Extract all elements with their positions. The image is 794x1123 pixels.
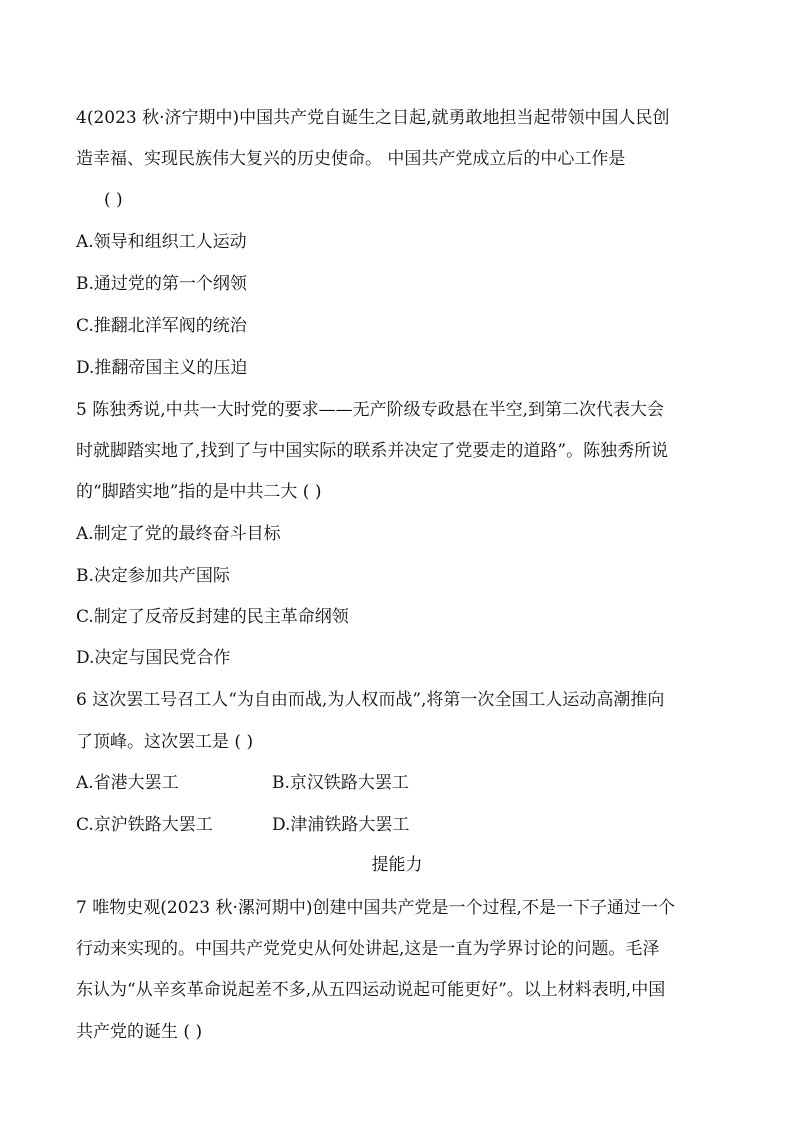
question-5-option-b[interactable]: B.决定参加共产国际 [76,566,230,586]
question-6-option-a[interactable]: A.省港大罢工 [76,773,179,793]
question-6-option-b[interactable]: B.京汉铁路大罢工 [272,773,409,793]
question-6-option-c[interactable]: C.京沪铁路大罢工 [76,815,213,835]
question-6-option-d[interactable]: D.津浦铁路大罢工 [272,815,410,835]
question-7-line-4: 共产党的诞生 ( ) [76,1022,203,1042]
question-4-option-a[interactable]: A.领导和组织工人运动 [76,232,247,252]
question-4-option-d[interactable]: D.推翻帝国主义的压迫 [76,358,248,378]
question-6-line-2: 了顶峰。这次罢工是 ( ) [76,732,254,752]
question-5-line-3: 的“脚踏实地”指的是中共二大 ( ) [76,482,322,502]
question-7-line-3: 东认为“从辛亥革命说起差不多,从五四运动说起可能更好”。以上材料表明,中国 [76,980,666,1000]
question-5-line-1: 5 陈独秀说,中共一大时党的要求——无产阶级专政悬在半空,到第二次代表大会 [76,400,665,420]
question-5-line-2: 时就脚踏实地了,找到了与中国实际的联系并决定了党要走的道路”。陈独秀所说 [76,441,669,461]
question-4-option-c[interactable]: C.推翻北洋军阀的统治 [76,316,247,336]
question-4-line-1: 4(2023 秋·济宁期中)中国共产党自诞生之日起,就勇敢地担当起带领中国人民创 [76,108,670,128]
question-4-answer-paren: ( ) [104,190,123,210]
question-5-option-d[interactable]: D.决定与国民党合作 [76,648,231,668]
question-4-line-2: 造幸福、实现民族伟大复兴的历史使命。 中国共产党成立后的中心工作是 [76,149,626,169]
question-7-line-1: 7 唯物史观(2023 秋·漯河期中)创建中国共产党是一个过程,不是一下子通过一个 [76,898,675,918]
question-7-line-2: 行动来实现的。中国共产党党史从何处讲起,这是一直为学界讨论的问题。毛泽 [76,939,660,959]
question-4-option-b[interactable]: B.通过党的第一个纲领 [76,274,247,294]
section-title: 提能力 [371,855,423,875]
question-6-line-1: 6 这次罢工号召工人“为自由而战,为人权而战”,将第一次全国工人运动高潮推向 [76,690,665,710]
question-5-option-c[interactable]: C.制定了反帝反封建的民主革命纲领 [76,607,349,627]
question-5-option-a[interactable]: A.制定了党的最终奋斗目标 [76,524,281,544]
